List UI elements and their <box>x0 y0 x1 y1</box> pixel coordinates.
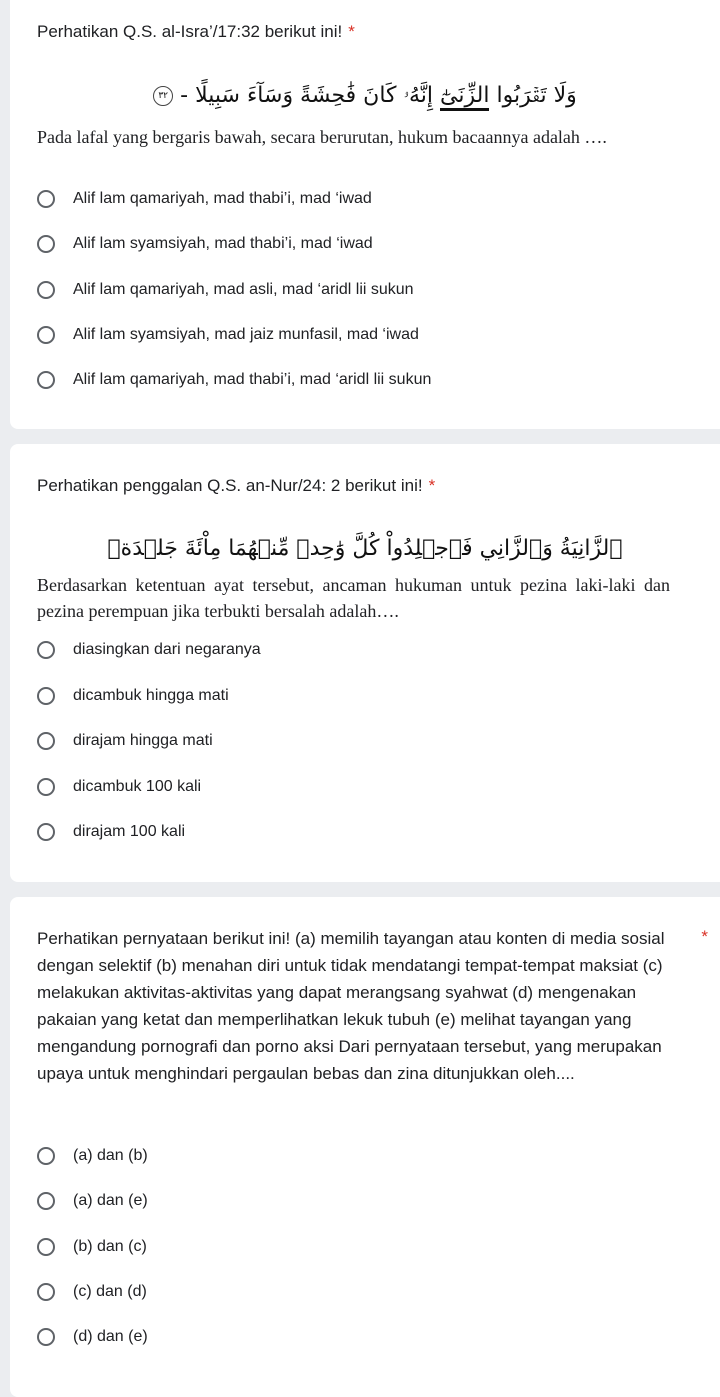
option-label: (a) dan (b) <box>73 1147 148 1164</box>
arabic-verse <box>10 81 720 111</box>
question-prompt: Berdasarkan ketentuan ayat tersebut, ancaman hukuman untuk pezina laki-laki dan pezina perempuan jika terbukti bersalah adalah…. <box>37 575 670 621</box>
option-label: (a) dan (e) <box>73 1192 148 1209</box>
question-title: Perhatikan pernyataan berikut ini! (a) memilih tayangan atau konten di media sosial dengan selektif (b) menahan diri untuk tidak mendatangi tempat-tempat maksiat (c) melakukan aktivitas-aktivitas yang dapat merangsang syahwat (d) mengenakan pakaian yang ketat dan memperlihatkan lekuk tubuh (e) melihat tayangan yang mengandung pornografi dan porno aksi Dari pernyataan tersebut, yang merupakan upaya untuk menghindari pergaulan bebas dan zina ditunjukkan oleh.... <box>37 929 665 1083</box>
radio-circle-icon[interactable] <box>37 1283 55 1301</box>
radio-circle-icon[interactable] <box>37 1192 55 1210</box>
question-title <box>37 472 690 499</box>
option-radio[interactable] <box>37 1188 148 1214</box>
option-label: dicambuk hingga mati <box>73 687 229 704</box>
option-label: dicambuk 100 kali <box>73 778 202 795</box>
arabic-text-pre: وَلَا تَقۡرَبُوا <box>489 83 577 108</box>
option-label: (b) dan (c) <box>73 1238 147 1255</box>
arabic-text-post: إِنَّهُۥ كَانَ فَٰحِشَةً وَسَآءَ سَبِيلًا <box>195 83 441 108</box>
arabic-underlined-word: الزِّنَىٰٓ <box>440 83 489 111</box>
option-radio[interactable] <box>37 367 431 393</box>
radio-circle-icon[interactable] <box>37 1147 55 1165</box>
option-radio[interactable] <box>37 231 373 257</box>
ayah-end-icon: - <box>180 83 189 108</box>
option-label: dirajam 100 kali <box>73 823 186 840</box>
radio-circle-icon[interactable] <box>37 326 55 344</box>
radio-circle-icon[interactable] <box>37 732 55 750</box>
option-radio[interactable] <box>37 1234 147 1260</box>
radio-circle-icon[interactable] <box>37 641 55 659</box>
question-title-text: Perhatikan penggalan Q.S. an-Nur/24: 2 berikut ini! <box>37 476 423 495</box>
required-asterisk: * <box>701 927 708 946</box>
option-radio[interactable] <box>37 322 419 348</box>
option-label: diasingkan dari negaranya <box>73 641 261 658</box>
radio-circle-icon[interactable] <box>37 235 55 253</box>
option-label: Alif lam syamsiyah, mad thabi’i, mad ‘iwad <box>73 235 373 252</box>
question-card-2 <box>10 444 720 882</box>
option-label: Alif lam qamariyah, mad asli, mad ‘aridl lii sukun <box>73 281 414 298</box>
option-label: dirajam hingga mati <box>73 732 213 749</box>
question-card-3 <box>10 897 720 1397</box>
radio-circle-icon[interactable] <box>37 687 55 705</box>
option-radio[interactable] <box>37 277 414 303</box>
option-radio[interactable] <box>37 1279 147 1305</box>
option-radio[interactable] <box>37 1143 148 1169</box>
radio-circle-icon[interactable] <box>37 371 55 389</box>
question-card-1 <box>10 0 720 429</box>
radio-circle-icon[interactable] <box>37 190 55 208</box>
radio-circle-icon[interactable] <box>37 823 55 841</box>
option-radio[interactable] <box>37 683 229 709</box>
radio-circle-icon[interactable] <box>37 1328 55 1346</box>
ayah-number-icon: ٣٢ <box>153 86 173 106</box>
radio-circle-icon[interactable] <box>37 281 55 299</box>
question-prompt: Pada lafal yang bergaris bawah, secara berurutan, hukum bacaannya adalah …. <box>37 127 607 147</box>
question-title-text: Perhatikan Q.S. al-Isra’/17:32 berikut ini! <box>37 22 343 41</box>
required-asterisk: * <box>428 476 436 495</box>
option-radio[interactable] <box>37 186 372 212</box>
required-asterisk: * <box>348 22 355 41</box>
option-radio[interactable] <box>37 774 201 800</box>
radio-circle-icon[interactable] <box>37 778 55 796</box>
question-title <box>37 18 690 45</box>
option-label: (d) dan (e) <box>73 1328 148 1345</box>
radio-circle-icon[interactable] <box>37 1238 55 1256</box>
option-radio[interactable] <box>37 637 261 663</box>
option-radio[interactable] <box>37 819 185 845</box>
arabic-verse: ٱلزَّانِيَةُ وَٱلزَّانِي فَٱجۡلِدُواْ كُلَّ وَٰحِدٖ مِّنۡهُمَا مِاْئَةَ جَلۡدَةٖ <box>107 536 623 561</box>
option-label: Alif lam qamariyah, mad thabi’i, mad ‘iwad <box>73 190 372 207</box>
option-label: Alif lam syamsiyah, mad jaiz munfasil, mad ‘iwad <box>73 326 419 343</box>
option-radio[interactable] <box>37 1324 148 1350</box>
option-label: (c) dan (d) <box>73 1283 147 1300</box>
option-label: Alif lam qamariyah, mad thabi’i, mad ‘aridl lii sukun <box>73 371 432 388</box>
option-radio[interactable] <box>37 728 213 754</box>
